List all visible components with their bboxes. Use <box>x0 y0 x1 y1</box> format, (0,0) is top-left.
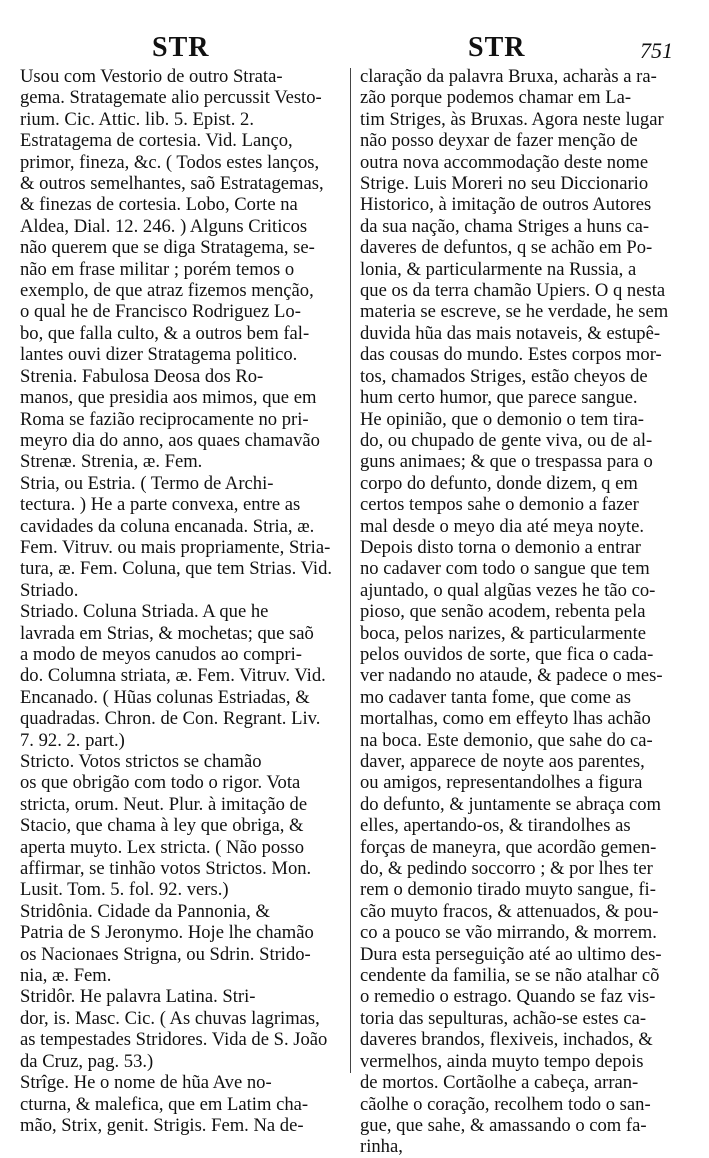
text-line: o qual he de Francisco Rodriguez Lo- <box>20 301 301 323</box>
text-line: affirmar, se tinhão votos Strictos. Mon. <box>20 858 312 880</box>
text-line: que os da terra chamão Upiers. O q nesta <box>360 280 666 302</box>
text-line: os que obrigão com todo o rigor. Vota <box>20 772 301 794</box>
text-line: daveres brandos, flexiveis, inchados, & <box>360 1029 653 1051</box>
column-divider <box>350 68 351 1073</box>
text-line: tos, chamados Striges, estão cheyos de <box>360 365 648 387</box>
text-line: stricta, orum. Neut. Plur. à imitação de <box>20 793 308 815</box>
text-line: ajuntado, o qual algũas vezes he tão co- <box>360 579 656 601</box>
text-line: corpo do defunto, donde dizem, q em <box>360 472 638 494</box>
text-line: cendente da familia, se se não atalhar cõ <box>360 965 660 987</box>
text-line: boca, pelos narizes, & particularmente <box>360 622 647 644</box>
text-line: Stridônia. Cidade da Pannonia, & <box>20 900 270 922</box>
text-line: dor, is. Masc. Cic. ( As chuvas lagrimas, <box>20 1007 320 1029</box>
text-line: da Cruz, pag. 53.) <box>20 1050 154 1072</box>
text-line: Striado. Coluna Striada. A que he <box>20 601 269 623</box>
text-line: na boca. Este demonio, que sahe do ca- <box>360 729 653 751</box>
text-line: claração da palavra Bruxa, acharàs a ra- <box>360 66 657 87</box>
text-line: zão porque podemos chamar em La- <box>360 87 632 109</box>
text-line: pelos ouvidos de sorte, que fica o cada- <box>360 643 654 665</box>
text-line: & outros semelhantes, saõ Estratagemas, <box>20 173 324 195</box>
text-line: manos, que presidia aos mimos, que em <box>20 387 317 409</box>
text-line: Historico, à imitação de outros Autores <box>360 194 652 216</box>
text-line: não posso deyxar de fazer menção de <box>360 130 638 152</box>
left-running-head: STR <box>152 32 210 63</box>
text-line: do, ou chupado de gente viva, ou de al- <box>360 429 653 451</box>
right-running-head: STR <box>468 32 526 63</box>
text-line: mo cadaver tanta fome, que come as <box>360 686 632 708</box>
left-column <box>20 66 346 1136</box>
text-line: lantes ouvi dizer Stratagema politico. <box>20 344 298 366</box>
text-line: mortalhas, como em effeyto lhas achão <box>360 708 651 730</box>
text-line: do, & pedindo soccorro ; & por lhes ter <box>360 858 653 880</box>
text-line: tura, æ. Fem. Coluna, que tem Strias. Vid. <box>20 558 333 580</box>
text-line: tectura. ) He a parte convexa, entre as <box>20 494 301 516</box>
text-line: daver, apparece de noyte aos parentes, <box>360 751 645 772</box>
text-line: aperta muyto. Lex stricta. ( Não posso <box>20 836 304 858</box>
text-line: os Nacionaes Strigna, ou Sdrin. Strido- <box>20 943 311 965</box>
text-line: toria das sepulturas, achão-se estes ca- <box>360 1007 647 1029</box>
text-line: rium. Cic. Attic. lib. 5. Epist. 2. <box>20 108 254 130</box>
text-line: Stacio, que chama à ley que obriga, & <box>20 815 304 837</box>
text-line: gue, que sahe, & amassando o com fa- <box>360 1114 647 1136</box>
text-line: nia, æ. Fem. <box>20 965 112 987</box>
text-line: do defunto, & juntamente se abraça com <box>360 793 662 815</box>
text-line: as tempestades Stridores. Vida de S. João <box>20 1029 328 1051</box>
text-line: Patria de S Jeronymo. Hoje lhe chamão <box>20 922 314 944</box>
text-line: ou amigos, representandolhes a figura <box>360 772 643 794</box>
text-line: cão muyto fracos, & attenuados, & pou- <box>360 900 659 922</box>
text-line: Stridôr. He palavra Latina. Stri- <box>20 986 256 1008</box>
text-line: lonia, & particularmente na Russia, a <box>360 258 637 280</box>
text-line: pioso, que senão acodem, rebenta pela <box>360 601 646 623</box>
text-line: Strenæ. Strenia, æ. Fem. <box>20 451 203 473</box>
text-line: no cadaver com todo o sangue que tem <box>360 558 650 580</box>
page-number: 751 <box>640 38 673 63</box>
text-line: Stricto. Votos strictos se chamão <box>20 751 262 772</box>
text-line: lavrada em Strias, & mochetas; que saõ <box>20 622 314 644</box>
text-line: Striado. <box>20 579 79 601</box>
text-line: de mortos. Cortãolhe a cabeça, arran- <box>360 1072 639 1094</box>
text-line: Strenia. Fabulosa Deosa dos Ro- <box>20 365 264 387</box>
text-line: forças de maneyra, que acordão gemen- <box>360 836 657 858</box>
right-column <box>360 66 683 1158</box>
text-line: guns animaes; & que o trespassa para o <box>360 451 653 473</box>
text-line: Depois disto torna o demonio a entrar <box>360 536 641 558</box>
text-line: bo, que falla culto, & a outros bem fal- <box>20 322 310 344</box>
text-line: 7. 92. 2. part.) <box>20 729 125 751</box>
text-line: quadradas. Chron. de Con. Regrant. Liv. <box>20 708 321 730</box>
text-line: Roma se fazião reciprocamente no pri- <box>20 408 309 430</box>
text-line: vermelhos, ainda muyto tempo depois <box>360 1050 644 1072</box>
text-line: Aldea, Dial. 12. 246. ) Alguns Criticos <box>20 215 308 237</box>
text-line: duvida hũa das mais notaveis, & estupê- <box>360 322 661 344</box>
text-line: não querem que se diga Stratagema, se- <box>20 237 315 259</box>
text-line: exemplo, de que atraz fizemos menção, <box>20 280 314 302</box>
text-line: cavidades da coluna encanada. Stria, æ. <box>20 515 315 537</box>
text-line: do. Columna striata, æ. Fem. Vitruv. Vid. <box>20 665 326 687</box>
text-line: Lusit. Tom. 5. fol. 92. vers.) <box>20 879 229 901</box>
text-line: primor, fineza, &c. ( Todos estes lanços, <box>20 151 320 173</box>
text-line: Fem. Vitruv. ou mais propriamente, Stria- <box>20 536 331 558</box>
text-line: Stria, ou Estria. ( Termo de Archi- <box>20 472 274 494</box>
text-line: gema. Stratagemate alio percussit Vesto- <box>20 87 322 109</box>
text-line: Estratagema de cortesia. Vid. Lanço, <box>20 130 293 152</box>
text-line: da sua nação, chama Striges a huns ca- <box>360 215 650 237</box>
text-line: elles, apertando-os, & tirandolhes as <box>360 815 631 837</box>
text-line: cãolhe o coração, recolhem todo o san- <box>360 1093 651 1115</box>
text-line: & finezas de cortesia. Lobo, Corte na <box>20 194 298 216</box>
text-line: daveres de defuntos, q se achão em Po- <box>360 237 653 259</box>
text-line: Strige. Luis Moreri no seu Diccionario <box>360 173 649 195</box>
text-line: materia se escreve, se he verdade, he sem <box>360 301 669 323</box>
text-line: rinha, <box>360 1136 403 1158</box>
text-line: certos tempos sahe o demonio a fazer <box>360 494 639 516</box>
text-line: mal desde o meyo dia até meya noyte. <box>360 515 644 537</box>
text-line: Encanado. ( Hũas colunas Estriadas, & <box>20 686 310 708</box>
text-line: não em frase militar ; porém temos o <box>20 258 295 280</box>
text-line: hum certo humor, que parece sangue. <box>360 387 638 409</box>
text-line: Usou com Vestorio de outro Strata- <box>20 66 283 87</box>
text-line: co a pouco se vão mirrando, & morrem. <box>360 922 657 944</box>
text-line: mão, Strix, genit. Strigis. Fem. Na de- <box>20 1114 304 1136</box>
text-line: das cousas do mundo. Estes corpos mor- <box>360 344 662 366</box>
text-line: ver nadando no ataude, & padece o mes- <box>360 665 663 687</box>
text-line: outra nova accommodação deste nome <box>360 151 649 173</box>
text-line: He opinião, que o demonio o tem tira- <box>360 408 644 430</box>
text-line: Dura esta perseguição até ao ultimo des- <box>360 943 662 965</box>
text-line: Strîge. He o nome de hũa Ave no- <box>20 1072 272 1094</box>
text-line: rem o demonio tirado muyto sangue, fi- <box>360 879 656 901</box>
text-line: cturna, & malefica, que em Latim cha- <box>20 1093 309 1115</box>
text-line: tim Striges, às Bruxas. Agora neste lugar <box>360 108 664 130</box>
text-line: a modo de meyos canudos ao compri- <box>20 643 302 665</box>
text-line: meyro dia do anno, aos quaes chamavão <box>20 429 320 451</box>
text-line: o remedio o estrago. Quando se faz vis- <box>360 986 656 1008</box>
